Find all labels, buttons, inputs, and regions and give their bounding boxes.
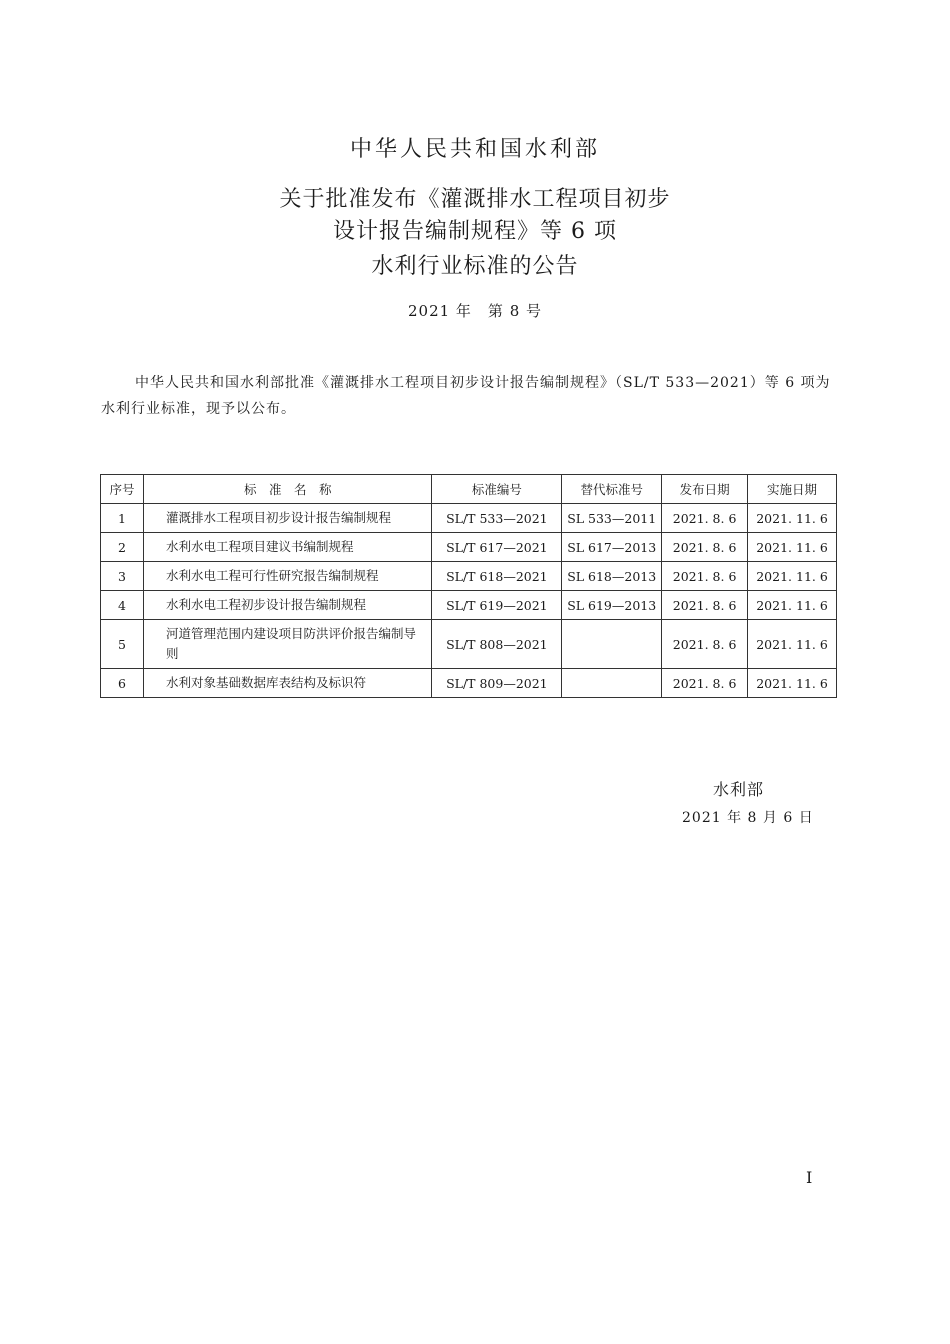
cell-issue-date: 2021. 8. 6 [662,620,748,669]
issuer-heading: 中华人民共和国水利部 [349,137,600,162]
cell-replaced: SL 618—2013 [562,562,662,591]
cell-code: SL/T 809—2021 [432,669,562,698]
cell-replaced [562,620,662,669]
announcement-body: 中华人民共和国水利部批准《灌溉排水工程项目初步设计报告编制规程》（SL/T 533—2021）等 6 项为水利行业标准，现予以公布。 [101,375,831,417]
table-row [101,562,837,591]
cell-effective-date: 2021. 11. 6 [748,533,837,562]
cell-replaced: SL 617—2013 [562,533,662,562]
cell-replaced [562,669,662,698]
cell-seq: 3 [101,562,144,591]
cell-issue-date: 2021. 8. 6 [662,504,748,533]
cell-name: 水利水电工程初步设计报告编制规程 [143,591,432,620]
cell-name: 水利水电工程可行性研究报告编制规程 [143,562,432,591]
cell-seq: 2 [101,533,144,562]
cell-issue-date: 2021. 8. 6 [662,562,748,591]
table-row [101,669,837,698]
cell-name: 水利水电工程项目建议书编制规程 [143,533,432,562]
cell-effective-date: 2021. 11. 6 [748,669,837,698]
header-effective-date: 实施日期 [748,475,837,504]
cell-issue-date: 2021. 8. 6 [662,591,748,620]
cell-name: 水利对象基础数据库表结构及标识符 [143,669,432,698]
table-row [101,504,837,533]
cell-effective-date: 2021. 11. 6 [748,562,837,591]
cell-code: SL/T 618—2021 [432,562,562,591]
header-code: 标准编号 [432,475,562,504]
cell-code: SL/T 808—2021 [432,620,562,669]
cell-code: SL/T 533—2021 [432,504,562,533]
cell-name: 灌溉排水工程项目初步设计报告编制规程 [143,504,432,533]
cell-seq: 6 [101,669,144,698]
cell-replaced: SL 533—2011 [562,504,662,533]
title-line-3: 水利行业标准的公告 [371,254,579,279]
title-line-2: 设计报告编制规程》等 6 项 [333,219,617,244]
cell-effective-date: 2021. 11. 6 [748,620,837,669]
cell-code: SL/T 617—2021 [432,533,562,562]
cell-replaced: SL 619—2013 [562,591,662,620]
title-line-1: 关于批准发布《灌溉排水工程项目初步 [279,187,671,212]
cell-issue-date: 2021. 8. 6 [662,669,748,698]
cell-issue-date: 2021. 8. 6 [662,533,748,562]
cell-seq: 1 [101,504,144,533]
signature-org: 水利部 [713,780,765,799]
table-row [101,620,837,669]
header-name: 标 准 名 称 [143,475,432,504]
cell-code: SL/T 619—2021 [432,591,562,620]
standards-table [100,474,837,698]
cell-seq: 5 [101,620,144,669]
table-row [101,591,837,620]
table-row [101,533,837,562]
cell-seq: 4 [101,591,144,620]
header-seq: 序号 [101,475,144,504]
header-issue-date: 发布日期 [662,475,748,504]
header-replaced: 替代标准号 [562,475,662,504]
page-number: I [806,1168,813,1187]
announcement-number: 2021 年 第 8 号 [407,302,543,320]
cell-effective-date: 2021. 11. 6 [748,591,837,620]
cell-effective-date: 2021. 11. 6 [748,504,837,533]
cell-name: 河道管理范围内建设项目防洪评价报告编制导则 [143,620,432,669]
signature-date: 2021 年 8 月 6 日 [682,810,814,826]
table-header-row [101,475,837,504]
